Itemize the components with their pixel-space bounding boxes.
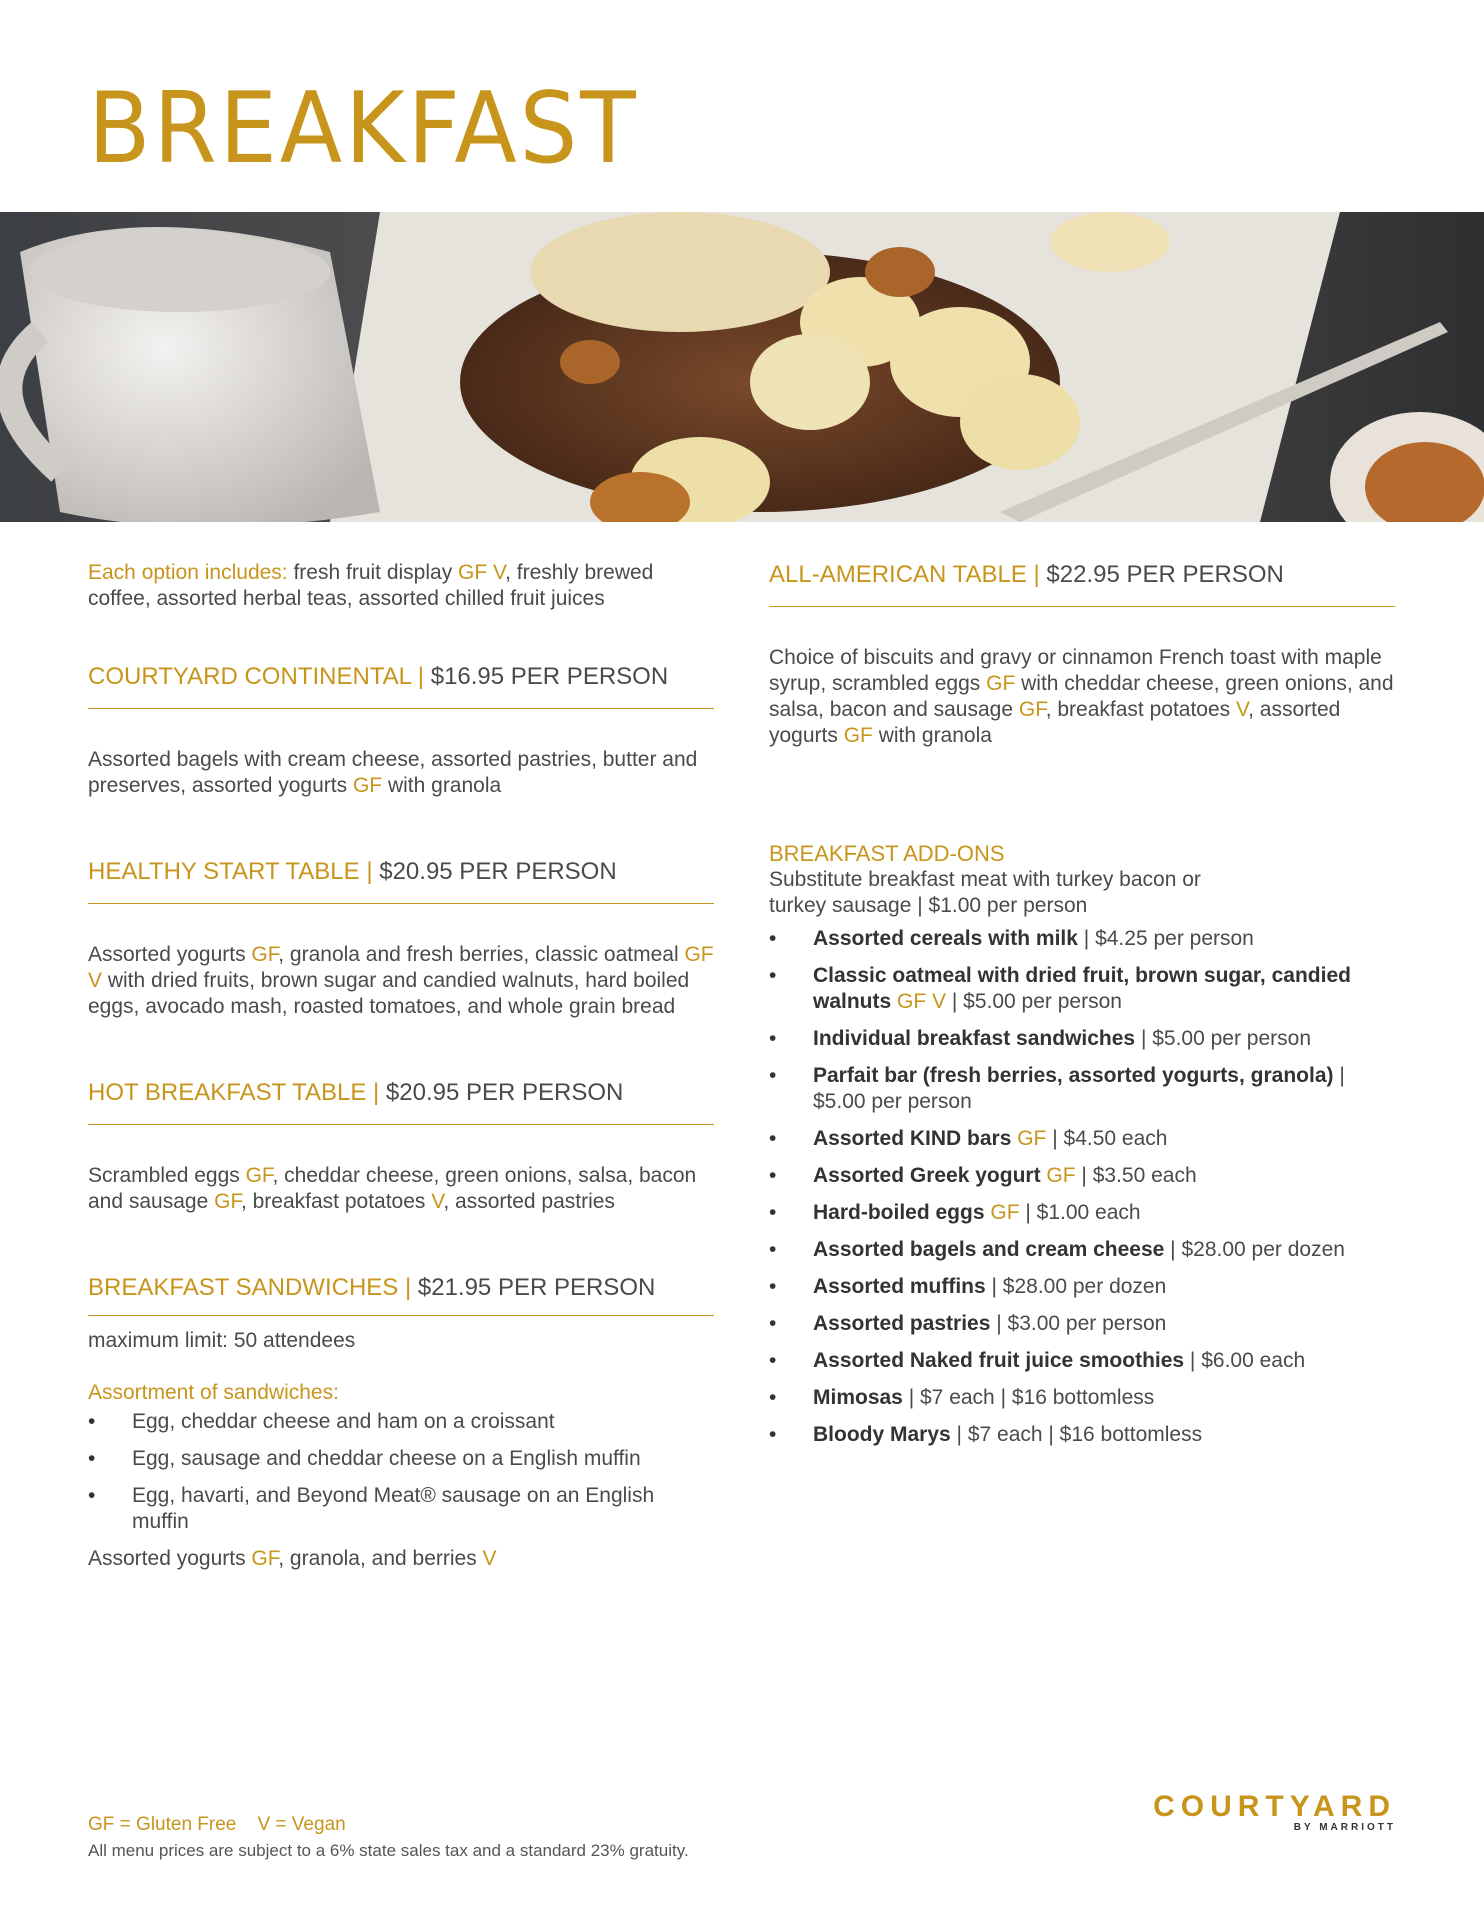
list-item: • Classic oatmeal with dried fruit, brown sugar, candied walnuts GF V | $5.00 per person: [769, 963, 1395, 1015]
section-heading: ALL-AMERICAN TABLE | $22.95 PER PERSON: [769, 560, 1395, 607]
section-heading: COURTYARD CONTINENTAL | $16.95 PER PERSON: [88, 662, 714, 709]
french-toast-photo-icon: [0, 212, 1484, 522]
logo-wordmark: COURTYARD: [1153, 1790, 1396, 1823]
sandwich-extras: Assorted yogurts GF, granola, and berries V: [88, 1547, 497, 1570]
list-item: • Parfait bar (fresh berries, assorted yogurts, granola) | $5.00 per person: [769, 1063, 1395, 1115]
section-heading: HEALTHY START TABLE | $20.95 PER PERSON: [88, 857, 714, 904]
sandwich-list-heading: Assortment of sandwiches:: [88, 1381, 339, 1404]
list-item: • Assorted KIND bars GF | $4.50 each: [769, 1126, 1395, 1152]
healthy-start-section: [88, 857, 714, 1020]
dietary-legend: GF = Gluten Free V = Vegan: [88, 1814, 346, 1835]
addons-list: [769, 926, 1395, 1448]
courtyard-continental-section: [88, 662, 714, 799]
courtyard-logo: [1150, 1790, 1396, 1833]
list-item: • Mimosas | $7 each | $16 bottomless: [769, 1385, 1395, 1411]
breakfast-addons-section: [769, 841, 1395, 1448]
section-description: Choice of biscuits and gravy or cinnamon French toast with maple syrup, scrambled eggs GF with cheddar cheese, green onions, and salsa, bacon and sausage GF, breakfast potatoes V, assorted yogurts GF with granola: [769, 646, 1394, 747]
breakfast-sandwiches-section: [88, 1273, 714, 1572]
hero-image: [0, 212, 1484, 522]
hot-breakfast-section: [88, 1078, 714, 1215]
all-american-section: [769, 560, 1395, 749]
list-item: • Egg, cheddar cheese and ham on a croissant: [88, 1409, 714, 1435]
list-item: • Individual breakfast sandwiches | $5.00 per person: [769, 1026, 1395, 1052]
list-item: • Egg, havarti, and Beyond Meat® sausage on an English muffin: [88, 1483, 714, 1535]
list-item: • Assorted cereals with milk | $4.25 per person: [769, 926, 1395, 952]
addons-heading: BREAKFAST ADD-ONS: [769, 841, 1005, 866]
sandwich-list: [88, 1409, 714, 1535]
right-column: [769, 560, 1395, 1448]
section-description: Assorted yogurts GF, granola and fresh berries, classic oatmeal GF V with dried fruits, brown sugar and candied walnuts, hard boiled eggs, avocado mash, roasted tomatoes, and whole grain bread: [88, 943, 714, 1018]
footer: [88, 1812, 689, 1864]
list-item: • Assorted pastries | $3.00 per person: [769, 1311, 1395, 1337]
section-heading: BREAKFAST SANDWICHES | $21.95 PER PERSON: [88, 1273, 714, 1316]
section-heading: HOT BREAKFAST TABLE | $20.95 PER PERSON: [88, 1078, 714, 1125]
list-item: • Assorted muffins | $28.00 per dozen: [769, 1274, 1395, 1300]
list-item: • Egg, sausage and cheddar cheese on a English muffin: [88, 1446, 714, 1472]
addons-intro: Substitute breakfast meat with turkey bacon or turkey sausage | $1.00 per person: [769, 868, 1201, 917]
includes-note: Each option includes: fresh fruit display GF V, freshly brewed coffee, assorted herbal teas, assorted chilled fruit juices: [88, 561, 654, 610]
list-item: • Assorted Greek yogurt GF | $3.50 each: [769, 1163, 1395, 1189]
tax-gratuity-note: All menu prices are subject to a 6% state sales tax and a standard 23% gratuity.: [88, 1841, 689, 1860]
list-item: • Assorted Naked fruit juice smoothies | $6.00 each: [769, 1348, 1395, 1374]
logo-subtitle: BY MARRIOTT: [1293, 1822, 1396, 1833]
list-item: • Bloody Marys | $7 each | $16 bottomless: [769, 1422, 1395, 1448]
section-description: Scrambled eggs GF, cheddar cheese, green onions, salsa, bacon and sausage GF, breakfast potatoes V, assorted pastries: [88, 1164, 697, 1213]
page-title: BREAKFAST: [88, 72, 639, 186]
left-column: [88, 560, 714, 1572]
list-item: • Hard-boiled eggs GF | $1.00 each: [769, 1200, 1395, 1226]
list-item: • Assorted bagels and cream cheese | $28.00 per dozen: [769, 1237, 1395, 1263]
section-description: Assorted bagels with cream cheese, assorted pastries, butter and preserves, assorted yogurts GF with granola: [88, 748, 698, 797]
attendee-limit: maximum limit: 50 attendees: [88, 1329, 356, 1352]
